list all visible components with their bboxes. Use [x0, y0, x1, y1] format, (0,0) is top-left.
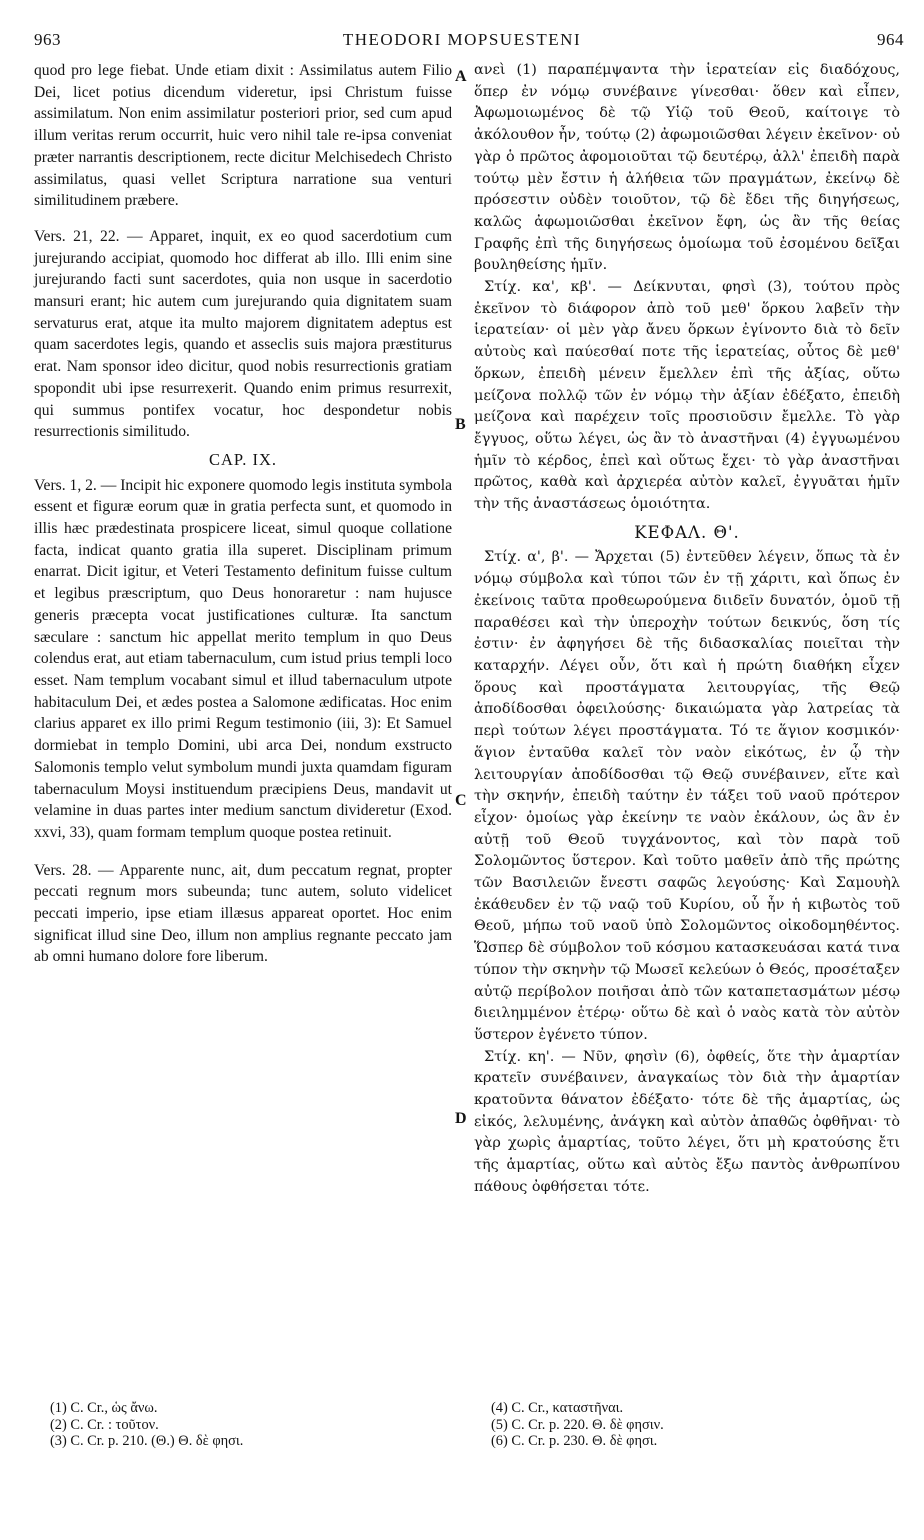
- latin-chapter-heading: CAP. IX.: [208, 449, 278, 469]
- greek-paragraph-4: Στίχ. κη'. — Νῦν, φησὶν (6), ὀφθείς, ὅτε τὴν ἁμαρτίαν κρατεῖν συνέβαινεν, ἀναγκαίως τὸν διὰ τὴν ἁμαρτίαν κρατοῦντα θάνατον ἐδέξατο· τότε δὲ τῆς ἁμαρτίας, ὡς εἰκός, λελυμένης, ἀνάγκη καὶ αὐτὸν ἀπαθῶς ὀφθῆναι· τὸ γὰρ χωρὶς ἁμαρτίας, τοῦτο λέγει, ὅτι μὴ κρατούσης ἔτι τῆς ἁμαρτίας, οὕτω καὶ αὐτὸς ἔξω παντὸς ἀνθρωπίνου πάθους ὀφθήσεται τότε.: [474, 1048, 900, 1195]
- page-number-right: 964: [877, 30, 904, 49]
- greek-paragraph-2: Στίχ. κα', κβ'. — Δείκνυται, φησὶ (3), τούτου πρὸς ἐκεῖνον τὸ διάφορον ἀπὸ τοῦ μεθ' ὅρκου λαβεῖν τὴν ἱερατείαν· οἱ μὲν γὰρ ἄνευ ὅρκων ἐγίνοντο διὰ τὸ δεῖν αὐτοὺς καὶ παύεσθαί ποτε τῆς ἱερατείας, οὗτος δὲ μεθ' ὅρκων, ἐπειδὴ μένειν ἔμελλεν ἐπὶ τῆς ἀξίας, οὕτω μείζονα πολλῷ τῶν ἐν νόμῳ τὴν ἀξίαν ἐδέξατο, ἐπειδὴ μείζονα καὶ παρέχειν τοῖς προσιοῦσιν ἔμελλε. Τὸ γὰρ ἔγγυος, οὕτω λέγει, ὡς ἂν τὸ ἀναστῆναι (4) ἐγγυωμένου ἡμῖν τὸ κέρδος, ἐπεὶ καὶ οὕτως ἔχει· τὸ γὰρ ἀναστῆναι πρῶτος, καθὰ καὶ ἀρχιερέα αὐτὸν καλεῖ, ἐγγυᾶται ἡμῖν τὴν τῆς ἀναστάσεως ὁμοιότητα.: [474, 279, 900, 513]
- margin-marker-d: D: [455, 1110, 467, 1127]
- footnotes-right: [491, 1400, 664, 1450]
- page-number-left: 963: [34, 30, 61, 49]
- footnote: (5) C. Cr. p. 220. Θ. δὲ φησιν.: [491, 1416, 664, 1433]
- greek-paragraph-3: Στίχ. α', β'. — Ἄρχεται (5) ἐντεῦθεν λέγειν, ὅπως τὰ ἐν νόμῳ σύμβολα καὶ τύποι τῶν ἐν τῇ χάριτι, καὶ ὅπως ἐν ἐκείνοις ταῦτα προθεωρούμενα διιδεῖν δυνατόν, ὁμοῦ τῇ παραθέσει καὶ τὴν ὑπεροχὴν τούτων δεικνύς, ὅση τίς ἐστιν· ἐν ἀφηγήσει δὲ τῆς διδασκαλίας ποιεῖται τὴν καταρχήν. Λέγει οὖν, ὅτι καὶ ἡ πρώτη διαθήκη εἶχεν ὅρους καὶ προστάγματα λειτουργίας, τῆς Θεῷ ἀποδίδοσθαι ὀφειλούσης· δικαιώματα γὰρ λατρείας τὰ περὶ τούτων λέγει προστάγματα. Τό τε ἅγιον κοσμικόν· ἅγιον ἐνταῦθα καλεῖ τὸν ναὸν εἰκότως, ἐν ᾧ τὴν λειτουργίαν ἀποδίδοσθαι τῷ Θεῷ συνέβαινεν, εἴτε καὶ τὴν σκηνήν, ἐπειδὴ ταύτην ἐν τάξει τοῦ ναοῦ πρότερον εἶχον· ὁμοίως γὰρ ἐκείνην τε ναὸν ἐκάλουν, ὡς ἂν ἐν αὐτῇ τοῦ Θεοῦ τυγχάνοντος, καὶ τὸν παρὰ τοῦ Σολομῶντος ὕστερον. Καὶ τοῦτο μαθεῖν ἀπὸ τῆς πρώτης τῶν Βασιλειῶν ἔνεστι σαφῶς λεγούσης· Καὶ Σαμουὴλ ἐκάθευδεν ἐν τῷ ναῷ τοῦ Κυρίου, οὗ ἦν ἡ κιβωτὸς τοῦ Θεοῦ, μήπω τοῦ ναοῦ ὑπὸ Σολομῶντος οἰκοδομηθέντος. Ὥσπερ δὲ σύμβολον τοῦ κόσμου κατασκευάσαι κατά τινα τύπον τὴν σκηνὴν τῷ Μωσεῖ κελεύων ὁ Θεός, προσέταξεν αὐτῷ περίβολον ποιῆσαι ἀπὸ τῶν καταπετασμάτων μέσῳ διειλημμένον ἑτέρῳ· οὕτω δὲ καὶ ὁ ναὸς κατὰ τὸν αὐτὸν ὕστερον ἐγένετο τύπον.: [474, 549, 900, 1043]
- greek-column: [474, 60, 900, 1199]
- footnote: (2) C. Cr. : τοῦτον.: [50, 1416, 159, 1433]
- greek-paragraph-1: ανεὶ (1) παραπέμψαντα τὴν ἱερατείαν εἰς διαδόχους, ὅπερ ἐν νόμῳ συνέβαινε γίνεσθαι· ὅθεν καὶ εἶπεν, Ἀφωμοιωμένος δὲ τῷ Υἱῷ τοῦ Θεοῦ, καίτοιγε τὸ ἀκόλουθον ἦν, τούτῳ (2) ἀφωμοιῶσθαι λέγειν ἐκεῖνον· οὐ γὰρ ὁ πρῶτος ἀφομοιοῦται τῷ δευτέρῳ, ἀλλ' ἐπειδὴ παρὰ τούτῳ μὲν ἔστιν ἡ ἀλήθεια τῶν πραγμάτων, ἐκείνῳ δὲ πρόσεστιν οὐδὲν τοιοῦτον, τῷ δὲ ἔδει τῆς διηγήσεως, καλῶς ἀφωμοιῶσθαι ἐκεῖνον ἔφη, ὡς ἂν τῆς θείας Γραφῆς ἐπὶ τῆς διηγήσεως ὁμοίωμα τοῦ ἐσομένου δεῖξαι βουληθείσης ἡμῖν.: [474, 62, 900, 274]
- latin-paragraph-4: Vers. 28. — Apparente nunc, ait, dum peccatum regnat, propter peccati regnum mors subeunda; tunc autem, soluto videlicet peccati imperio, ipse etiam illæsus appareat oportet. Hoc enim significat illud sine Deo, illum non amplius regnante peccato jam ab omni humano dolore fore liberum.: [34, 861, 452, 966]
- footnote: (3) C. Cr. p. 210. (Θ.) Θ. δὲ φησι.: [50, 1433, 244, 1450]
- latin-paragraph-3: Vers. 1, 2. — Incipit hic exponere quomodo legis instituta symbola essent et figuræ eorum quæ in gratia perfecta sunt, et quomodo in illis hæc prædestinata prospicere liceat, simul quoque collatione facta, indicat quanto gratia illa superet. Disciplinam primum enarrat. Dicit igitur, et Veteri Testamento definitum fuisse cultum et legibus præscriptum, quo Deus honoraretur : nam hujusce generis præcepta vocat justificationes culturæ. Ita sanctum sæculare : sanctum hic appellat merito templum in quo Deus colendus erat, aut etiam tabernaculum, cum istud prius templi loco esset. Nam templum vocabant simul et illud tabernaculum utpote habitaculum Dei, et ædes postea a Salomone ædificatas. Hoc enim clarius apparet ex illo primi Regum testimonio (iii, 3): Et Samuel dormiebat in templo Domini, ubi arca Dei, nondum exstructo Salomonis templo velut symbolum mundi juxta quamdam figuram tabernaculum Moysi instituendum præcipiens Deus, mandavit ut velamine in duas partes inter medium sanctum divideretur (Exod. xxvi, 33), quam formam templum quoque postea retinuit.: [34, 476, 452, 841]
- latin-column: [34, 60, 452, 968]
- greek-chapter-heading: ΚΕΦΑΛ. Θ'.: [634, 522, 740, 542]
- running-title: THEODORI MOPSUESTENI: [342, 30, 582, 49]
- latin-paragraph-1: quod pro lege fiebat. Unde etiam dixit : Assimilatus autem Filio Dei, licet potius dicendum videretur, ipsi Christum fuisse assimilatum. Non enim assimilatur posteriori prior, sed cum apud illum veritas rerum occurrit, huic vero nihil tale re-ipsa conveniat præter narrantis descriptionem, recte dicitur Melchisedech Christo assimilatus, quasi vellet Scriptura narratione sua venturi similitudinem præbere.: [34, 62, 452, 210]
- footnote: (1) C. Cr., ὡς ἄνω.: [50, 1400, 158, 1416]
- margin-marker-c: C: [455, 792, 467, 809]
- margin-marker-b: B: [455, 416, 466, 433]
- margin-marker-a: A: [455, 68, 467, 85]
- footnote: (6) C. Cr. p. 230. Θ. δὲ φησι.: [491, 1433, 658, 1450]
- footnotes-left: [50, 1400, 243, 1450]
- footnote: (4) C. Cr., καταστῆναι.: [491, 1400, 624, 1416]
- latin-paragraph-2: Vers. 21, 22. — Apparet, inquit, ex eo quod sacerdotium cum jurejurando accipiat, quomodo hoc differat ab illo. Illi enim sine jurejurando facti sunt sacerdotes, quia non usque in sacerdotio mansuri erant; hic autem cum jurejurando quia dignitatem suam servaturus erat, atque ita multo majorem dignitatem adeptus est quam sacerdotes legis, quando et asseclis suis majora præstiturus erat. Nam sponsor ideo dicitur, quod nobis resurrectionis gratiam spopondit ubi ipse resurrexerit. Quando enim primus resurrexit, qui summus pontifex vocatur, hoc despondetur nobis resurrectionis similitudo.: [34, 227, 452, 441]
